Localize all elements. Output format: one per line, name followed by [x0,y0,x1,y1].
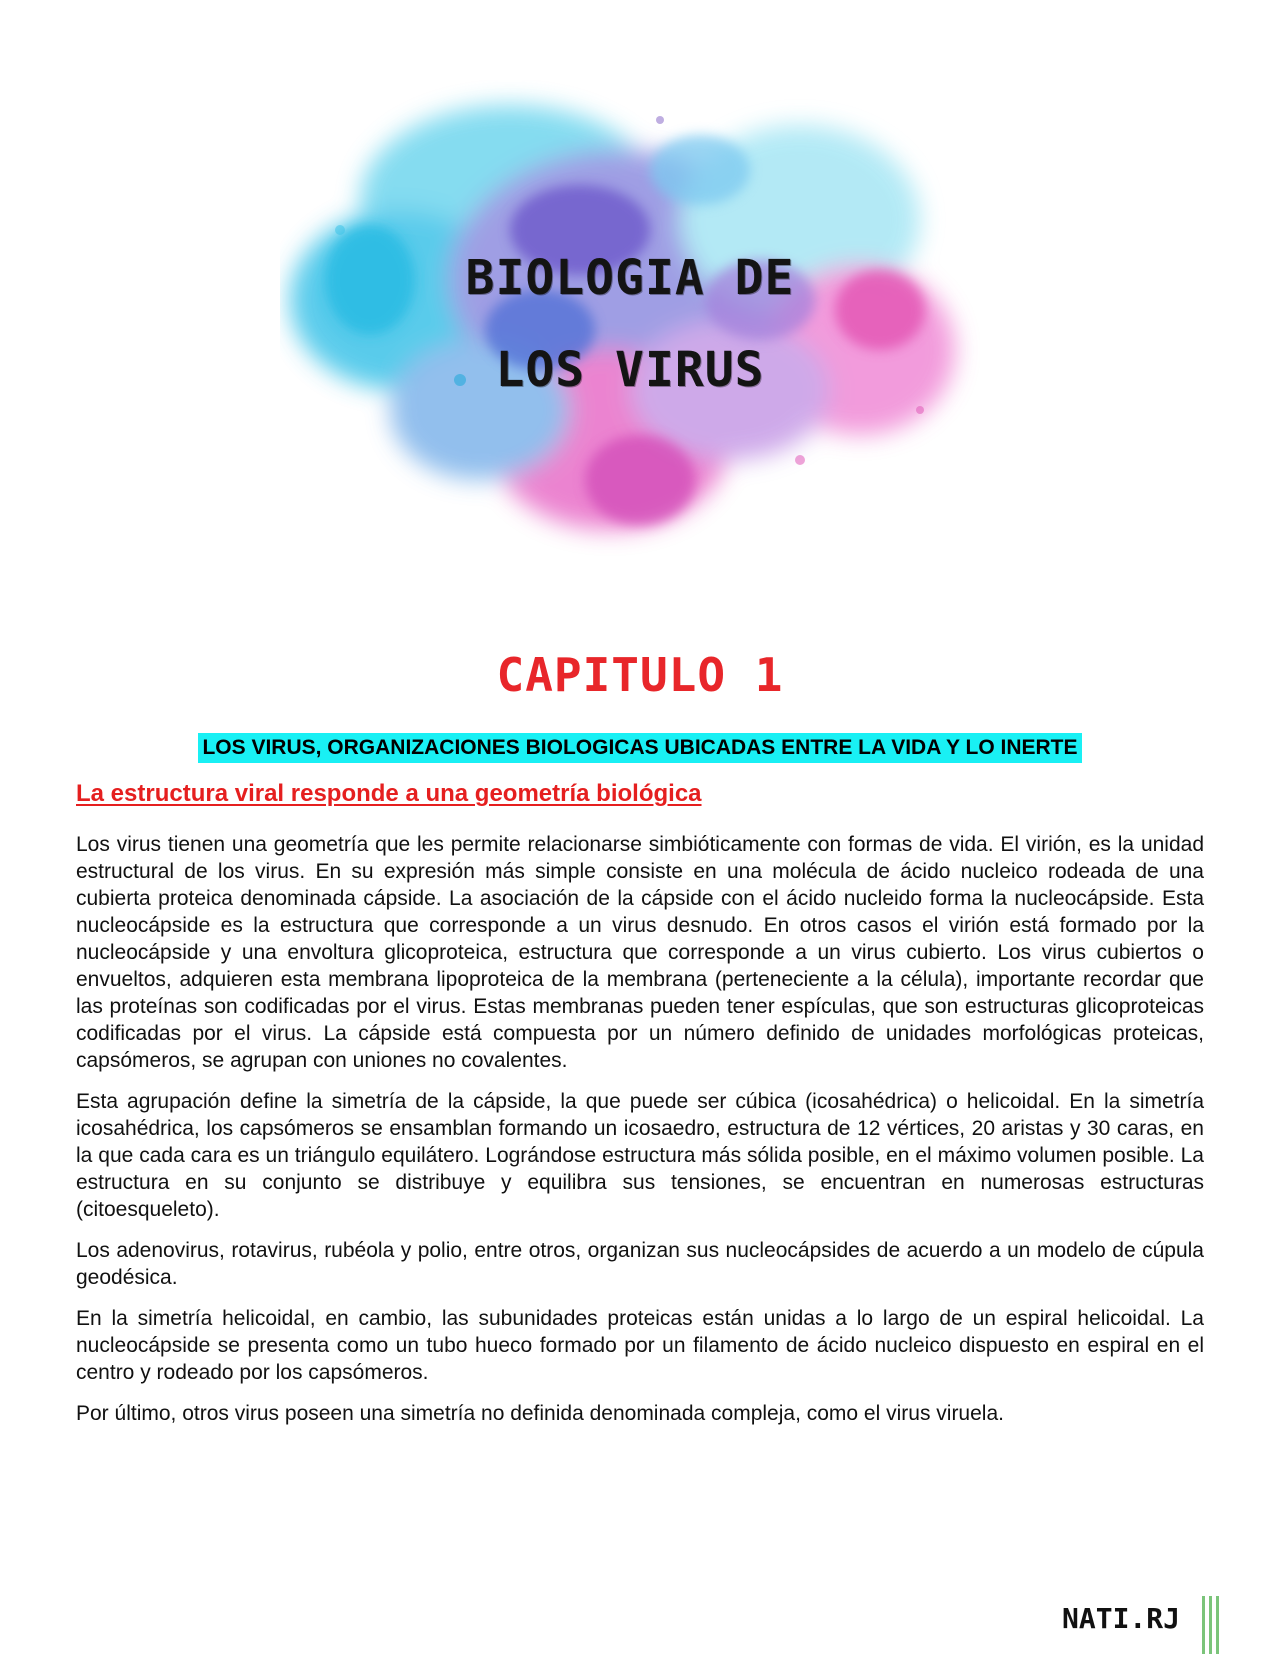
subheading: La estructura viral responde a una geometría biológica [76,780,702,807]
body-text [76,831,1204,1441]
paragraph: En la simetría helicoidal, en cambio, las subunidades proteicas están unidas a lo largo de un espiral helicoidal. La nucleocápside se presenta como un tubo hueco formado por un filamento de ácido nucleico dispuesto en espiral en el centro y rodeado por los capsómeros. [76,1307,1204,1384]
chapter-heading: CAPITULO 1 [496,648,784,702]
watercolor-splash [280,80,980,560]
paragraph: Los adenovirus, rotavirus, rubéola y polio, entre otros, organizan sus nucleocápsides de acuerdo a un modelo de cúpula geodésica. [76,1239,1204,1289]
section-title: LOS VIRUS, ORGANIZACIONES BIOLOGICAS UBICADAS ENTRE LA VIDA Y LO INERTE [198,733,1081,763]
paragraph: Por último, otros virus poseen una simetría no definida denominada compleja, como el virus viruela. [76,1402,1004,1425]
paragraph: Esta agrupación define la simetría de la cápside, la que puede ser cúbica (icosahédrica) o helicoidal. En la simetría icosahédrica, los capsómeros se ensamblan formando un icosaedro, estructura de 12 vértices, 20 aristas y 30 caras, en la que cada cara es un triángulo equilátero. Lográndose estructura más sólida posible, en el máximo volumen posible. La estructura en su conjunto se distribuye y equilibra sus tensiones, se encuentran en numerosas estructuras (citoesqueleto). [76,1090,1204,1221]
signature-bars-decoration [1200,1596,1224,1654]
author-signature: NATI.RJ [1062,1602,1181,1635]
cover-title-line2: LOS VIRUS [495,342,765,398]
paragraph: Los virus tienen una geometría que les permite relacionarse simbióticamente con formas de vida. El virión, es la unidad estructural de los virus. En su expresión más simple consiste en una molécula de ácido nucleico rodeada de una cubierta proteica denominada cápside. La asociación de la cápside con el ácido nucleido forma la nucleocápside. Esta nucleocápside es la estructura que corresponde a un virus desnudo. En otros casos el virión está formado por la nucleocápside y una envoltura glicoproteica, estructura que corresponde a un virus cubierto. Los virus cubiertos o envueltos, adquieren esta membrana lipoproteica de la membrana (perteneciente a la célula), importante recordar que las proteínas son codificadas por el virus. Estas membranas pueden tener espículas, que son estructuras glicoproteicas codificadas por el virus. La cápside está compuesta por un número definido de unidades morfológicas proteicas, capsómeros, se agrupan con uniones no covalentes. [76,833,1204,1072]
watercolor-cover-art [280,80,980,560]
section-title-band [0,733,1280,763]
cover-title-line1: BIOLOGIA DE [465,250,795,306]
